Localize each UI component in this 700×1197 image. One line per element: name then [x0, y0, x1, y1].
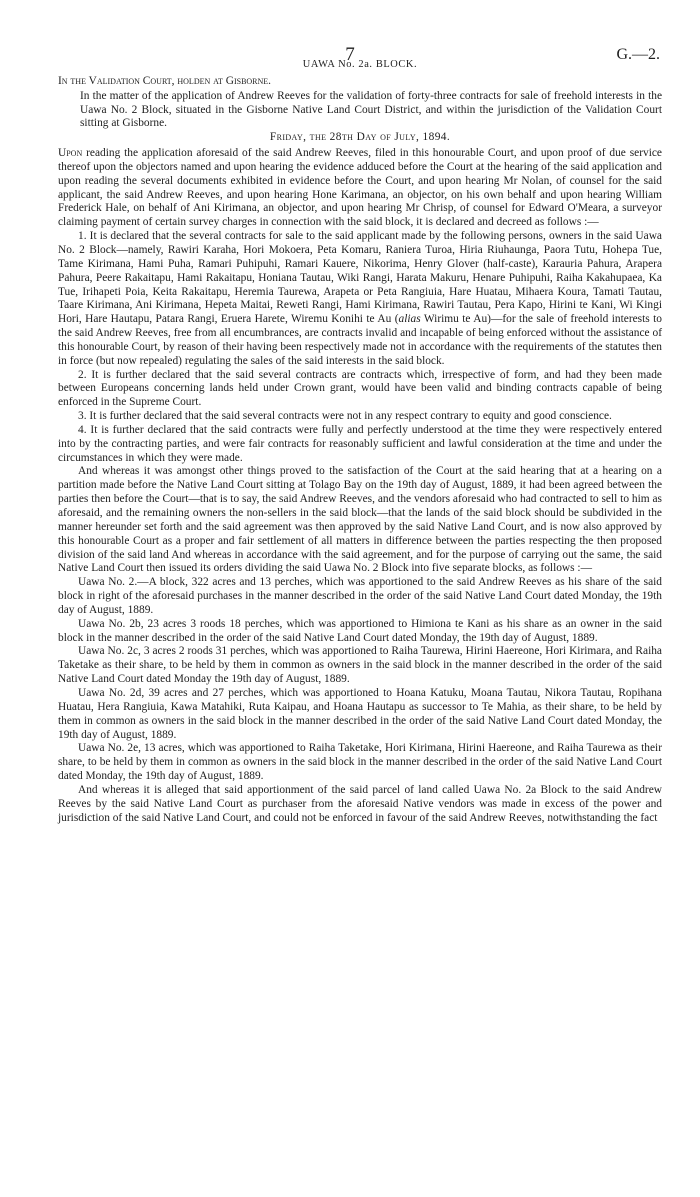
clause-1-paragraph: [58, 230, 662, 368]
date-heading: Friday, the 28th Day of July, 1894.: [269, 131, 451, 144]
clause-4-paragraph: 4. It is further declared that the said contracts were fully and perfectly understood at the time they were respectively entered into by the contracting parties, and were fair contracts for reasonably sufficient and lawful consideration at the time and under the circumstances in which they were made.: [58, 423, 662, 464]
block-2d-paragraph: Uawa No. 2d, 39 acres and 27 perches, which was apportioned to Hoana Katuku, Moana Tautau, Nikora Tautau, Ropihana Huatau, Hera Rangiuia, Kawa Matahiki, Ruta Kaipau, and Hoana Hautapu as successor to Te Mahia, as their share, to be held by them in common as owners in the said block in the manner described in the order of the said Native Land Court dated Monday, the 19th day of August, 1889.: [58, 686, 662, 741]
opening-text: reading the application aforesaid of the said Andrew Reeves, filed in this honourable Court, and upon proof of due service thereof upon the objectors named and upon hearing the evidence adduced before the Court at the hearing of the said application and upon reading the several documents exhibited in evidence before the Court, and upon hearing Mr Nolan, of counsel for the said applicant, the said Andrew Reeves, and upon hearing Hone Karimana, an objector, on his own behalf and upon hearing William Frederick Hale, on behalf of Ani Kirimana, an objector, and upon hearing Mr Chrisp, of counsel for Edward O'Meara, a surveyor claiming payment of certain survey charges in connection with the said block, it is declared and decreed as follows :—: [58, 147, 662, 229]
clause-1-text-continued: Wirimu te Au)—for the sale of freehold interests to the said Andrew Reeves, free from all encumbrances, are contracts invalid and incapable of being enforced without the assistance of this honourable Court, by reason of their having been respectively made not in accordance with the requirements of the statutes then in force (but now repealed) regulating the sales of the said interests in the said block.: [58, 313, 662, 367]
document-reference: G.—2.: [616, 46, 660, 63]
clause-1-text: 1. It is declared that the several contracts for sale to the said applicant made by the following persons, owners in the said Uawa No. 2 Block—namely, Rawiri Karaha, Hori Mokoera, Peta Komaru, Raniera Turoa, Hiria Riuhaunga, Paora Tutu, Hohepa Tue, Tame Kirimana, Hami Puha, Ramari Puhipuhi, Ramari Kauere, Nikorima, Henry Glover (half-caste), Karauria Pahura, Arapera Pahura, Peere Rakaitapu, Hami Rakaitapu, Honiana Tautau, Wiki Rangi, Harata Makuru, Henare Puhipuhi, Raiha Kakahupaea, Ka Tue, Irihapeti Poia, Keita Rakaitapu, Heremia Taurewa, Arapeta or Peta Rangiuia, Hare Huatau, Mihaera Koura, Tamati Tautau, Taare Kirimana, Ani Kirimana, Hepeta Maitai, Reweti Rangi, Hami Kirimana, Rawiri Tautau, Pera Kapo, Hirini te Kani, Wi Kingi Hori, Hare Hautapu, Patara Rangi, Eruera Harete, Wiremu Konihi te Au (: [58, 230, 662, 326]
block-2b-paragraph: Uawa No. 2b, 23 acres 3 roods 18 perches, which was apportioned to Himiona te Kani as his share as an owner in the said block in the manner described in the order of the said Native Land Court dated Monday, the 19th day of August, 1889.: [58, 617, 662, 644]
clause-2-paragraph: 2. It is further declared that the said several contracts are contracts which, irrespective of form, and had they been made between Europeans concerning lands held under Crown grant, would have been valid and binding contracts capable of being enforced in the Supreme Court.: [58, 368, 662, 409]
court-heading: In the Validation Court, holden at Gisborne.: [58, 74, 272, 87]
block-2c-paragraph: Uawa No. 2c, 3 acres 2 roods 31 perches, which was apportioned to Raiha Taurewa, Hirini Haereone, Hori Kirimara, and Raiha Taketake as their share, to be held by them in common as owners in the said block in the manner described in the order of the said Native Land Court dated Monday the 19th day of August, 1889.: [58, 645, 662, 686]
clause-1-alias: alias: [398, 313, 421, 326]
whereas-alleged-paragraph: And whereas it is alleged that said apportionment of the said parcel of land called Uawa No. 2a Block to the said Andrew Reeves by the said Native Land Court as purchaser from the aforesaid Native vendors was made in excess of the power and jurisdiction of the said Native Land Court, and could not be enforced in favour of the said Andrew Reeves, notwithstanding the fact: [58, 783, 662, 824]
clause-3-paragraph: 3. It is further declared that the said several contracts were not in any respect contrary to equity and good conscience.: [78, 410, 612, 423]
block-2e-paragraph: Uawa No. 2e, 13 acres, which was apportioned to Raiha Taketake, Hori Kirimana, Hirini Haereone, and Raiha Taurewa as their share, to be held by them in common as owners in the said block in the manner described in the order of the said Native Land Court dated Monday, the 19th day of August, 1889.: [58, 742, 662, 783]
opening-first-word: Upon: [58, 147, 83, 160]
block-heading: UAWA No. 2a. BLOCK.: [302, 59, 418, 70]
page-number: 7: [345, 44, 355, 65]
opening-paragraph: [58, 147, 662, 230]
block-2a-paragraph: Uawa No. 2.—A block, 322 acres and 13 perches, which was apportioned to the said Andrew Reeves as his share of the said block in right of the aforesaid purchases in the manner described in the order of the said Native Land Court dated Monday, the 19th day of August, 1889.: [58, 576, 662, 616]
whereas-partition-paragraph: And whereas it was amongst other things proved to the satisfaction of the Court at the said hearing that at a hearing on a partition made before the Native Land Court sitting at Tolago Bay on the 19th day of August, 1889, it had been agreed between the parties then before the Court—that is to say, the said Andrew Reeves, and the vendors aforesaid who had contracted to sell to him as aforesaid, and the remaining owners the non-sellers in the said block—that the lands of the said block should be subdivided in the manner hereunder set forth and the said agreement was then approved by the said Native Land Court, and is now also approved by this honourable Court as a proper and fair settlement of all matters in difference between the parties respecting the then proposed division of the said land And whereas in accordance with the said agreement, and for the purpose of carrying out the same, the said Native Land Court then issued its orders dividing the said Uawa No. 2 Block into five separate blocks, as follows :—: [58, 465, 662, 575]
matter-paragraph: In the matter of the application of Andrew Reeves for the validation of forty-three contracts for sale of freehold interests in the Uawa No. 2 Block, situated in the Gisborne Native Land Court District, and within the jurisdiction of the Validation Court sitting at Gisborne.: [80, 89, 662, 130]
